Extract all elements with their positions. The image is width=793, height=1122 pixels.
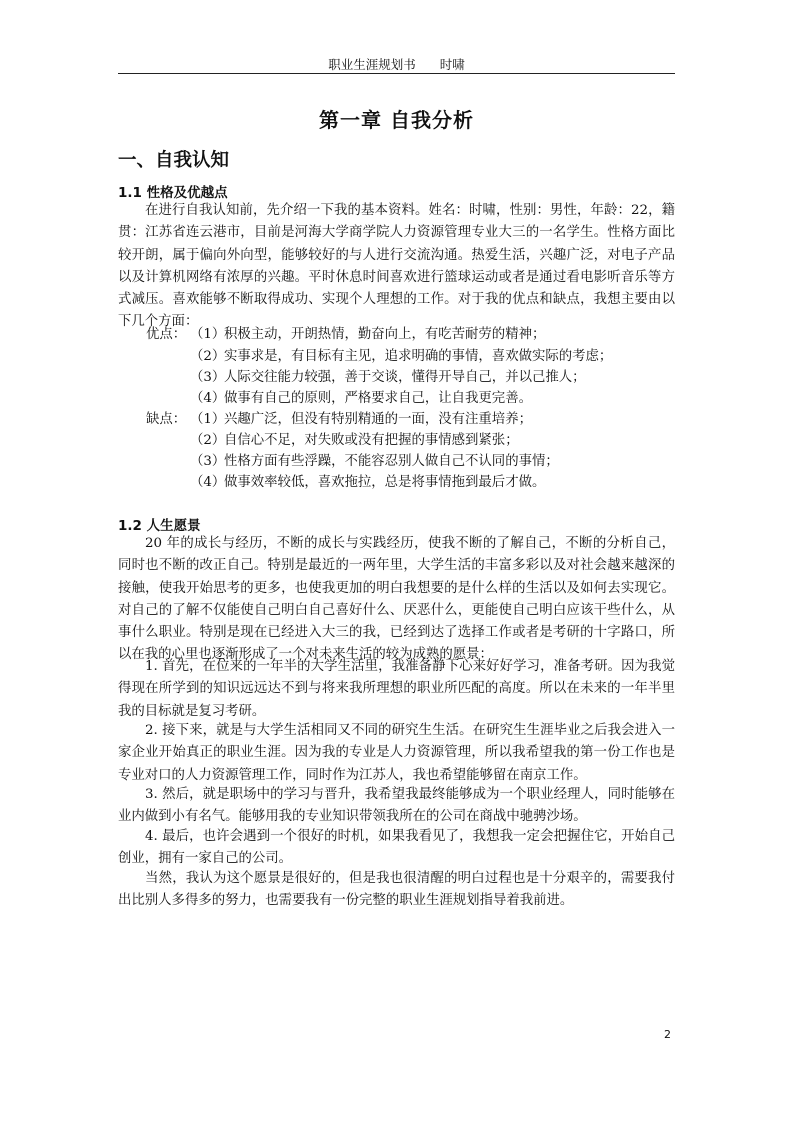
strengths-label: 优点： [146, 327, 187, 342]
vision-paragraph-4: 3. 然后，就是职场中的学习与晋升，我希望我最终能够成为一个职业经理人，同时能够在业内做到小有名气。能够用我的专业知识带领我所在的公司在商战中驰骋沙场。 [118, 787, 675, 825]
vision-paragraph-1: 20 年的成长与经历，不断的成长与实践经历，使我不断的了解自己，不断的分析自己，同时也不断的改正自己。特别是最近的一两年里，大学生活的丰富多彩以及对社会越来越深的接触，使我开始思考的更多，也使我更加的明白我想要的是什么样的生活以及如何去实现它。对自己的了解不仅能使自己明白自己喜好什么、厌恶什么，更能使自己明白应该干些什么，从事什么职业。特别是现在已经进入大三的我，已经到达了选择工作或者是考研的十字路口，所以在我的心里也逐渐形成了一个对未来生活的较为成熟的愿景： [118, 536, 675, 663]
weakness-item-1: 缺点： （1）兴趣广泛，但没有特别精通的一面，没有注重培养； [146, 409, 532, 431]
section-title: 一、自我认知 [118, 150, 230, 171]
strength-item-3: （3）人际交往能力较强，善于交谈，懂得开导自己，并以己推人； [190, 370, 586, 385]
weakness-item-2: （2）自信心不足，对失败或没有把握的事情感到紧张； [190, 433, 519, 448]
page-number: 2 [664, 1028, 671, 1041]
strength-item-1: 优点： （1）积极主动，开朗热情，勤奋向上，有吃苦耐劳的精神； [146, 324, 545, 346]
weakness-item-3: （3）性格方面有些浮躁，不能容忍别人做自己不认同的事情； [190, 454, 559, 469]
header-author: 时啸 [439, 57, 465, 72]
vision-paragraph-6: 当然，我认为这个愿景是很好的，但是我也很清醒的明白过程也是十分艰辛的，需要我付出比别人多得多的努力，也需要我有一份完整的职业生涯规划指导着我前进。 [118, 871, 675, 909]
intro-paragraph: 在进行自我认知前，先介绍一下我的基本资料。姓名：时啸，性别：男性，年龄：22，籍贯：江苏省连云港市，目前是河海大学商学院人力资源管理专业大三的一名学生。性格方面比较开朗，属于偏向外向型，能够较好的与人进行交流沟通。热爱生活，兴趣广泛，对电子产品以及计算机网络有浓厚的兴趣。平时休息时间喜欢进行篮球运动或者是通过看电影听音乐等方式减压。喜欢能够不断取得成功、实现个人理想的工作。对于我的优点和缺点，我想主要由以下几个方面： [118, 203, 675, 330]
chapter-title: 第一章 自我分析 [319, 108, 474, 132]
subsection-title-vision: 1.2 人生愿景 [118, 518, 201, 534]
vision-paragraph-5: 4. 最后，也许会遇到一个很好的时机，如果我看见了，我想我一定会把握住它，开始自己创业，拥有一家自己的公司。 [118, 829, 675, 867]
header-doc-title: 职业生涯规划书 [328, 57, 416, 72]
weakness-item-4: （4）做事效率较低，喜欢拖拉，总是将事情拖到最后才做。 [190, 475, 546, 490]
page-header [118, 55, 675, 73]
strength-item-4: （4）做事有自己的原则，严格要求自己，让自我更完善。 [190, 391, 532, 406]
strength-item-2: （2）实事求是，有目标有主见，追求明确的事情，喜欢做实际的考虑； [190, 349, 613, 364]
vision-paragraph-3: 2. 接下来，就是与大学生活相同又不同的研究生生活。在研究生生涯毕业之后我会进入一家企业开始真正的职业生涯。因为我的专业是人力资源管理，所以我希望我的第一份工作也是专业对口的人力资源管理工作，同时作为江苏人，我也希望能够留在南京工作。 [118, 723, 675, 783]
header-divider [118, 73, 675, 74]
weaknesses-label: 缺点： [146, 412, 187, 427]
vision-paragraph-2: 1. 首先，在位来的一年半的大学生活里，我准备静下心来好好学习，准备考研。因为我觉得现在所学到的知识远远达不到与将来我所理想的职业所匹配的高度。所以在未来的一年半里我的目标就是复习考研。 [118, 659, 675, 719]
subsection-title-traits: 1.1 性格及优越点 [118, 185, 228, 201]
